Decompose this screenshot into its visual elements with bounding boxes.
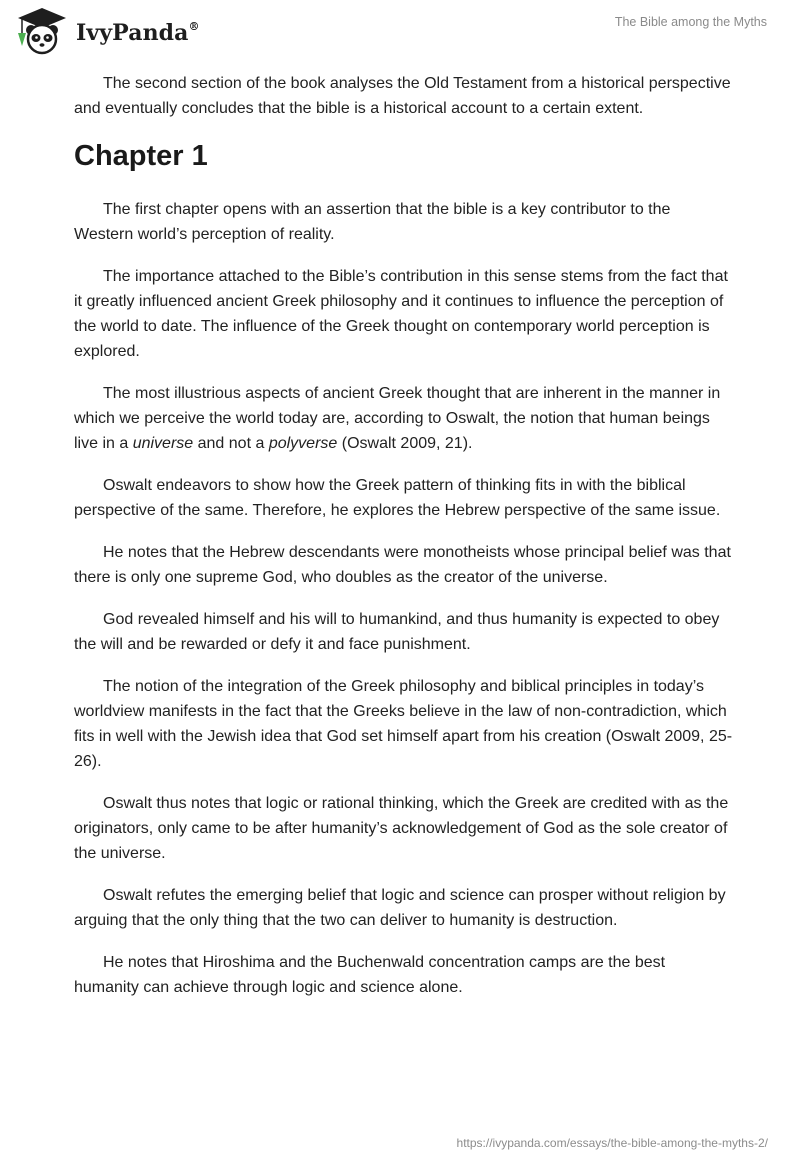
- paragraph: Oswalt thus notes that logic or rational thinking, which the Greek are credited with as the originators, only came to be after humanity’s acknowledgement of God as the sole creator of the universe.: [74, 795, 729, 862]
- brand-name: IvyPanda®: [76, 19, 200, 46]
- ivypanda-logo[interactable]: [14, 6, 200, 56]
- document-body: [74, 71, 734, 1017]
- paragraph: He notes that the Hebrew descendants were monotheists whose principal belief was that there is only one supreme God, who doubles as the creator of the universe.: [74, 544, 731, 586]
- paragraph: God revealed himself and his will to humankind, and thus humanity is expected to obey the will and be rewarded or defy it and face punishment.: [74, 611, 720, 653]
- panda-graduation-icon: [14, 6, 70, 56]
- paragraph: He notes that Hiroshima and the Buchenwald concentration camps are the best humanity can achieve through logic and science alone.: [74, 954, 666, 996]
- paragraph-universe: The most illustrious aspects of ancient Greek thought that are inherent in the manner in which we perceive the world today are, according to Oswalt, the notion that human beings live in a universe and not a polyverse (Oswalt 2009, 21).: [74, 385, 721, 452]
- paragraph: Oswalt endeavors to show how the Greek pattern of thinking fits in with the biblical perspective of the same. Therefore, he explores the Hebrew perspective of the same issue.: [74, 477, 721, 519]
- paragraph: Oswalt refutes the emerging belief that logic and science can prosper without religion by arguing that the only thing that the two can deliver to humanity is destruction.: [74, 887, 726, 929]
- page-header: [0, 0, 800, 70]
- emphasis-polyverse: polyverse: [268, 435, 338, 452]
- paragraph: The importance attached to the Bible’s contribution in this sense stems from the fact that it greatly influenced ancient Greek philosophy and it continues to influence the perception of the world to date. The influence of the Greek thought on contemporary world perception is explored.: [74, 268, 728, 360]
- paragraph: The notion of the integration of the Greek philosophy and biblical principles in today’s worldview manifests in the fact that the Greeks believe in the law of non-contradiction, which fits in well with the Jewish idea that God set himself apart from his creation (Oswalt 2009, 25-26).: [74, 678, 733, 770]
- running-title: The Bible among the Myths: [614, 15, 767, 29]
- source-url-link[interactable]: https://ivypanda.com/essays/the-bible-among-the-myths-2/: [456, 1136, 768, 1150]
- chapter-heading: Chapter 1: [74, 140, 208, 172]
- paragraph: The first chapter opens with an assertion that the bible is a key contributor to the Western world’s perception of reality.: [74, 201, 671, 243]
- emphasis-universe: universe: [132, 435, 194, 452]
- registered-mark: ®: [188, 19, 200, 33]
- paragraph-intro: The second section of the book analyses the Old Testament from a historical perspective and eventually concludes that the bible is a historical account to a certain extent.: [74, 75, 731, 117]
